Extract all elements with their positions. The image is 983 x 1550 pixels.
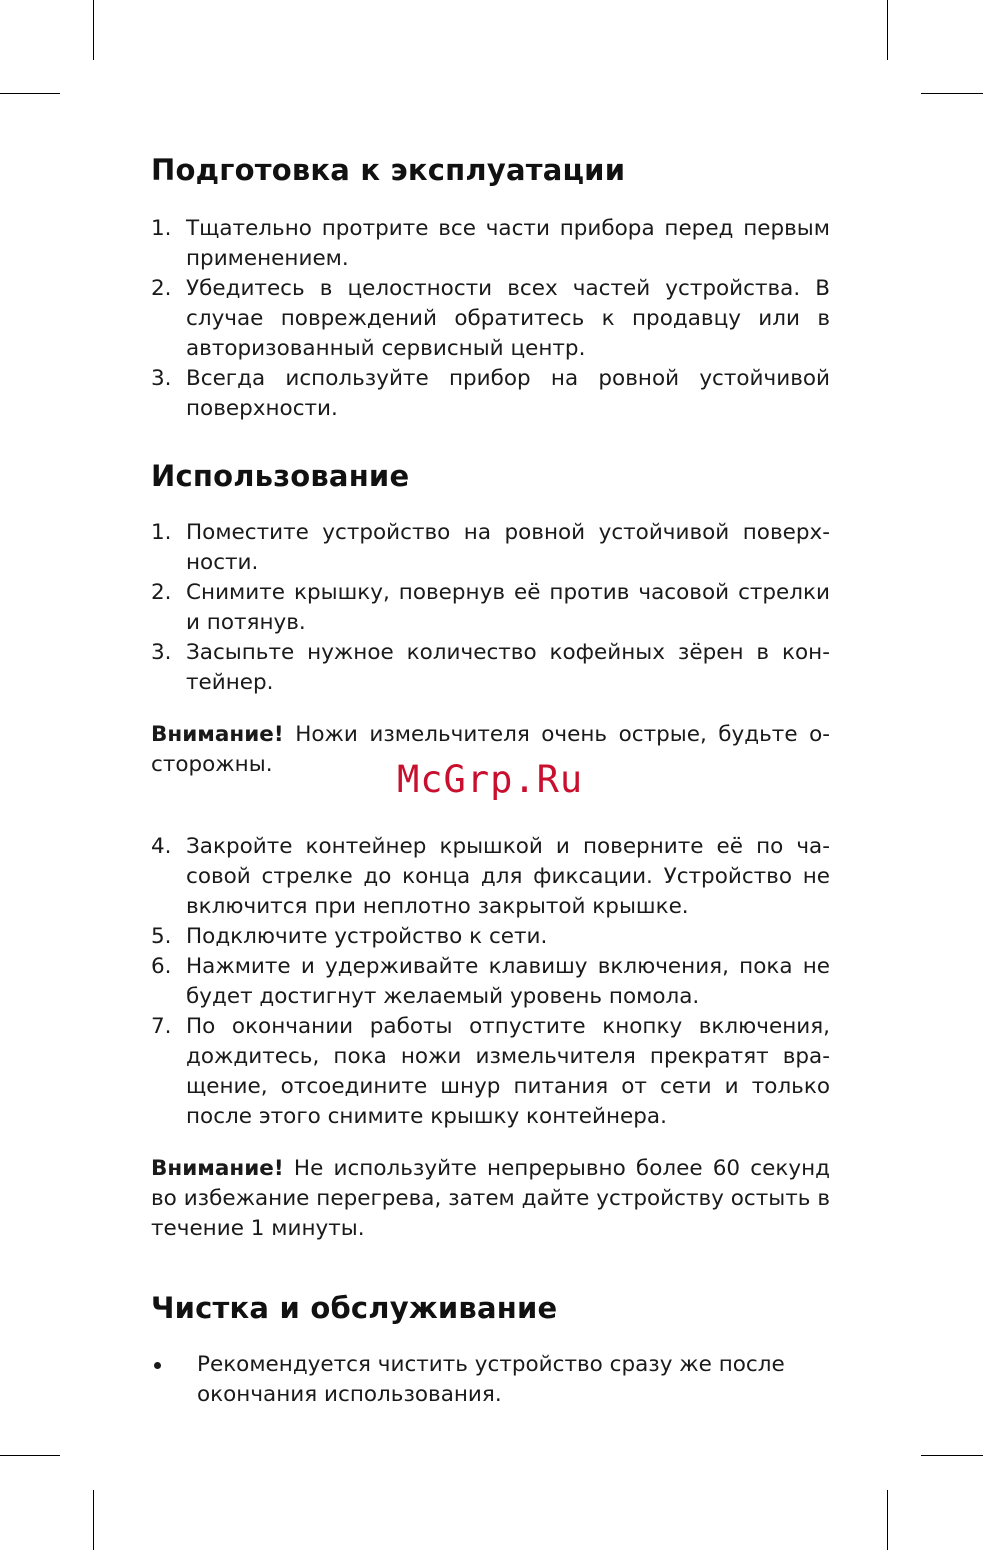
crop-mark-bottom-right <box>921 1455 983 1456</box>
item-text: Рекомендуется чистить устройство сразу же после окончания использования. <box>197 1352 785 1407</box>
item-number: 5. <box>151 924 172 949</box>
use-steps-list-a <box>151 518 830 698</box>
warning-label: Внимание! <box>151 722 284 747</box>
item-text: Подключите устройство к сети. <box>186 924 548 949</box>
list-item <box>151 922 830 952</box>
item-text: Закройте контейнер крышкой и поверните её по часовой стрелке до конца для фиксации. Устройство не включится при неплотно закрытой крышке. <box>186 834 830 919</box>
clean-bullets-list <box>151 1350 830 1410</box>
list-item <box>151 638 830 698</box>
use-steps-list-b <box>151 832 830 1132</box>
warning-label: Внимание! <box>151 1156 284 1181</box>
list-item <box>151 1350 830 1410</box>
list-item <box>151 578 830 638</box>
list-item <box>151 364 830 424</box>
prep-steps-list <box>151 214 830 424</box>
list-item <box>151 214 830 274</box>
item-number: 1. <box>151 520 172 545</box>
section-title-use: Использование <box>151 459 410 493</box>
list-item <box>151 832 830 922</box>
item-text: Убедитесь в целостности всех частей устройства. В случае повреждений обратитесь к продавцу или в авторизованный сервисный центр. <box>186 276 830 361</box>
warning-note <box>151 1154 830 1244</box>
item-text: По окончании работы отпустите кнопку включения, дождитесь, пока ножи измельчителя прекратят вращение, отсоедините шнур питания от сети и только после этого снимите крышку контейнера. <box>186 1014 830 1129</box>
section-title-clean: Чистка и обслуживание <box>151 1291 558 1325</box>
warning-text: Не используйте непрерывно более 60 секунд во избежание перегрева, затем дайте устройству остыть в течение 1 минуты. <box>151 1156 830 1241</box>
item-text: Тщательно протрите все части прибора перед первым применением. <box>186 216 830 271</box>
list-item <box>151 952 830 1012</box>
crop-mark-top-left <box>93 0 94 60</box>
section-title-prep: Подготовка к эксплуатации <box>151 153 626 187</box>
item-text: Нажмите и удерживайте клавишу включения, пока не будет достигнут желаемый уровень помола. <box>186 954 830 1009</box>
item-text: Снимите крышку, повернув её против часовой стрелки и потянув. <box>186 580 830 635</box>
item-number: 1. <box>151 216 172 241</box>
item-number: 6. <box>151 954 172 979</box>
list-item <box>151 274 830 364</box>
item-number: 4. <box>151 834 172 859</box>
warning-text: Ножи измельчителя очень острые, будьте осторожны. <box>151 722 830 777</box>
item-text: Засыпьте нужное количество кофейных зёрен в контейнер. <box>186 640 830 695</box>
item-number: 2. <box>151 580 172 605</box>
item-text: Поместите устройство на ровной устойчивой поверхности. <box>186 520 830 575</box>
item-number: 3. <box>151 366 172 391</box>
item-number: 3. <box>151 640 172 665</box>
bullet-icon <box>154 1362 161 1369</box>
crop-mark-top-right <box>921 93 983 94</box>
list-item <box>151 1012 830 1132</box>
crop-mark-top-left <box>0 93 60 94</box>
crop-mark-top-right <box>887 0 888 60</box>
list-item <box>151 518 830 578</box>
item-number: 7. <box>151 1014 172 1039</box>
crop-mark-bottom-left <box>93 1490 94 1550</box>
crop-mark-bottom-left <box>0 1455 60 1456</box>
item-text: Всегда используйте прибор на ровной устойчивой поверхности. <box>186 366 830 421</box>
watermark: McGrp.Ru <box>397 758 584 801</box>
crop-mark-bottom-right <box>887 1490 888 1550</box>
item-number: 2. <box>151 276 172 301</box>
